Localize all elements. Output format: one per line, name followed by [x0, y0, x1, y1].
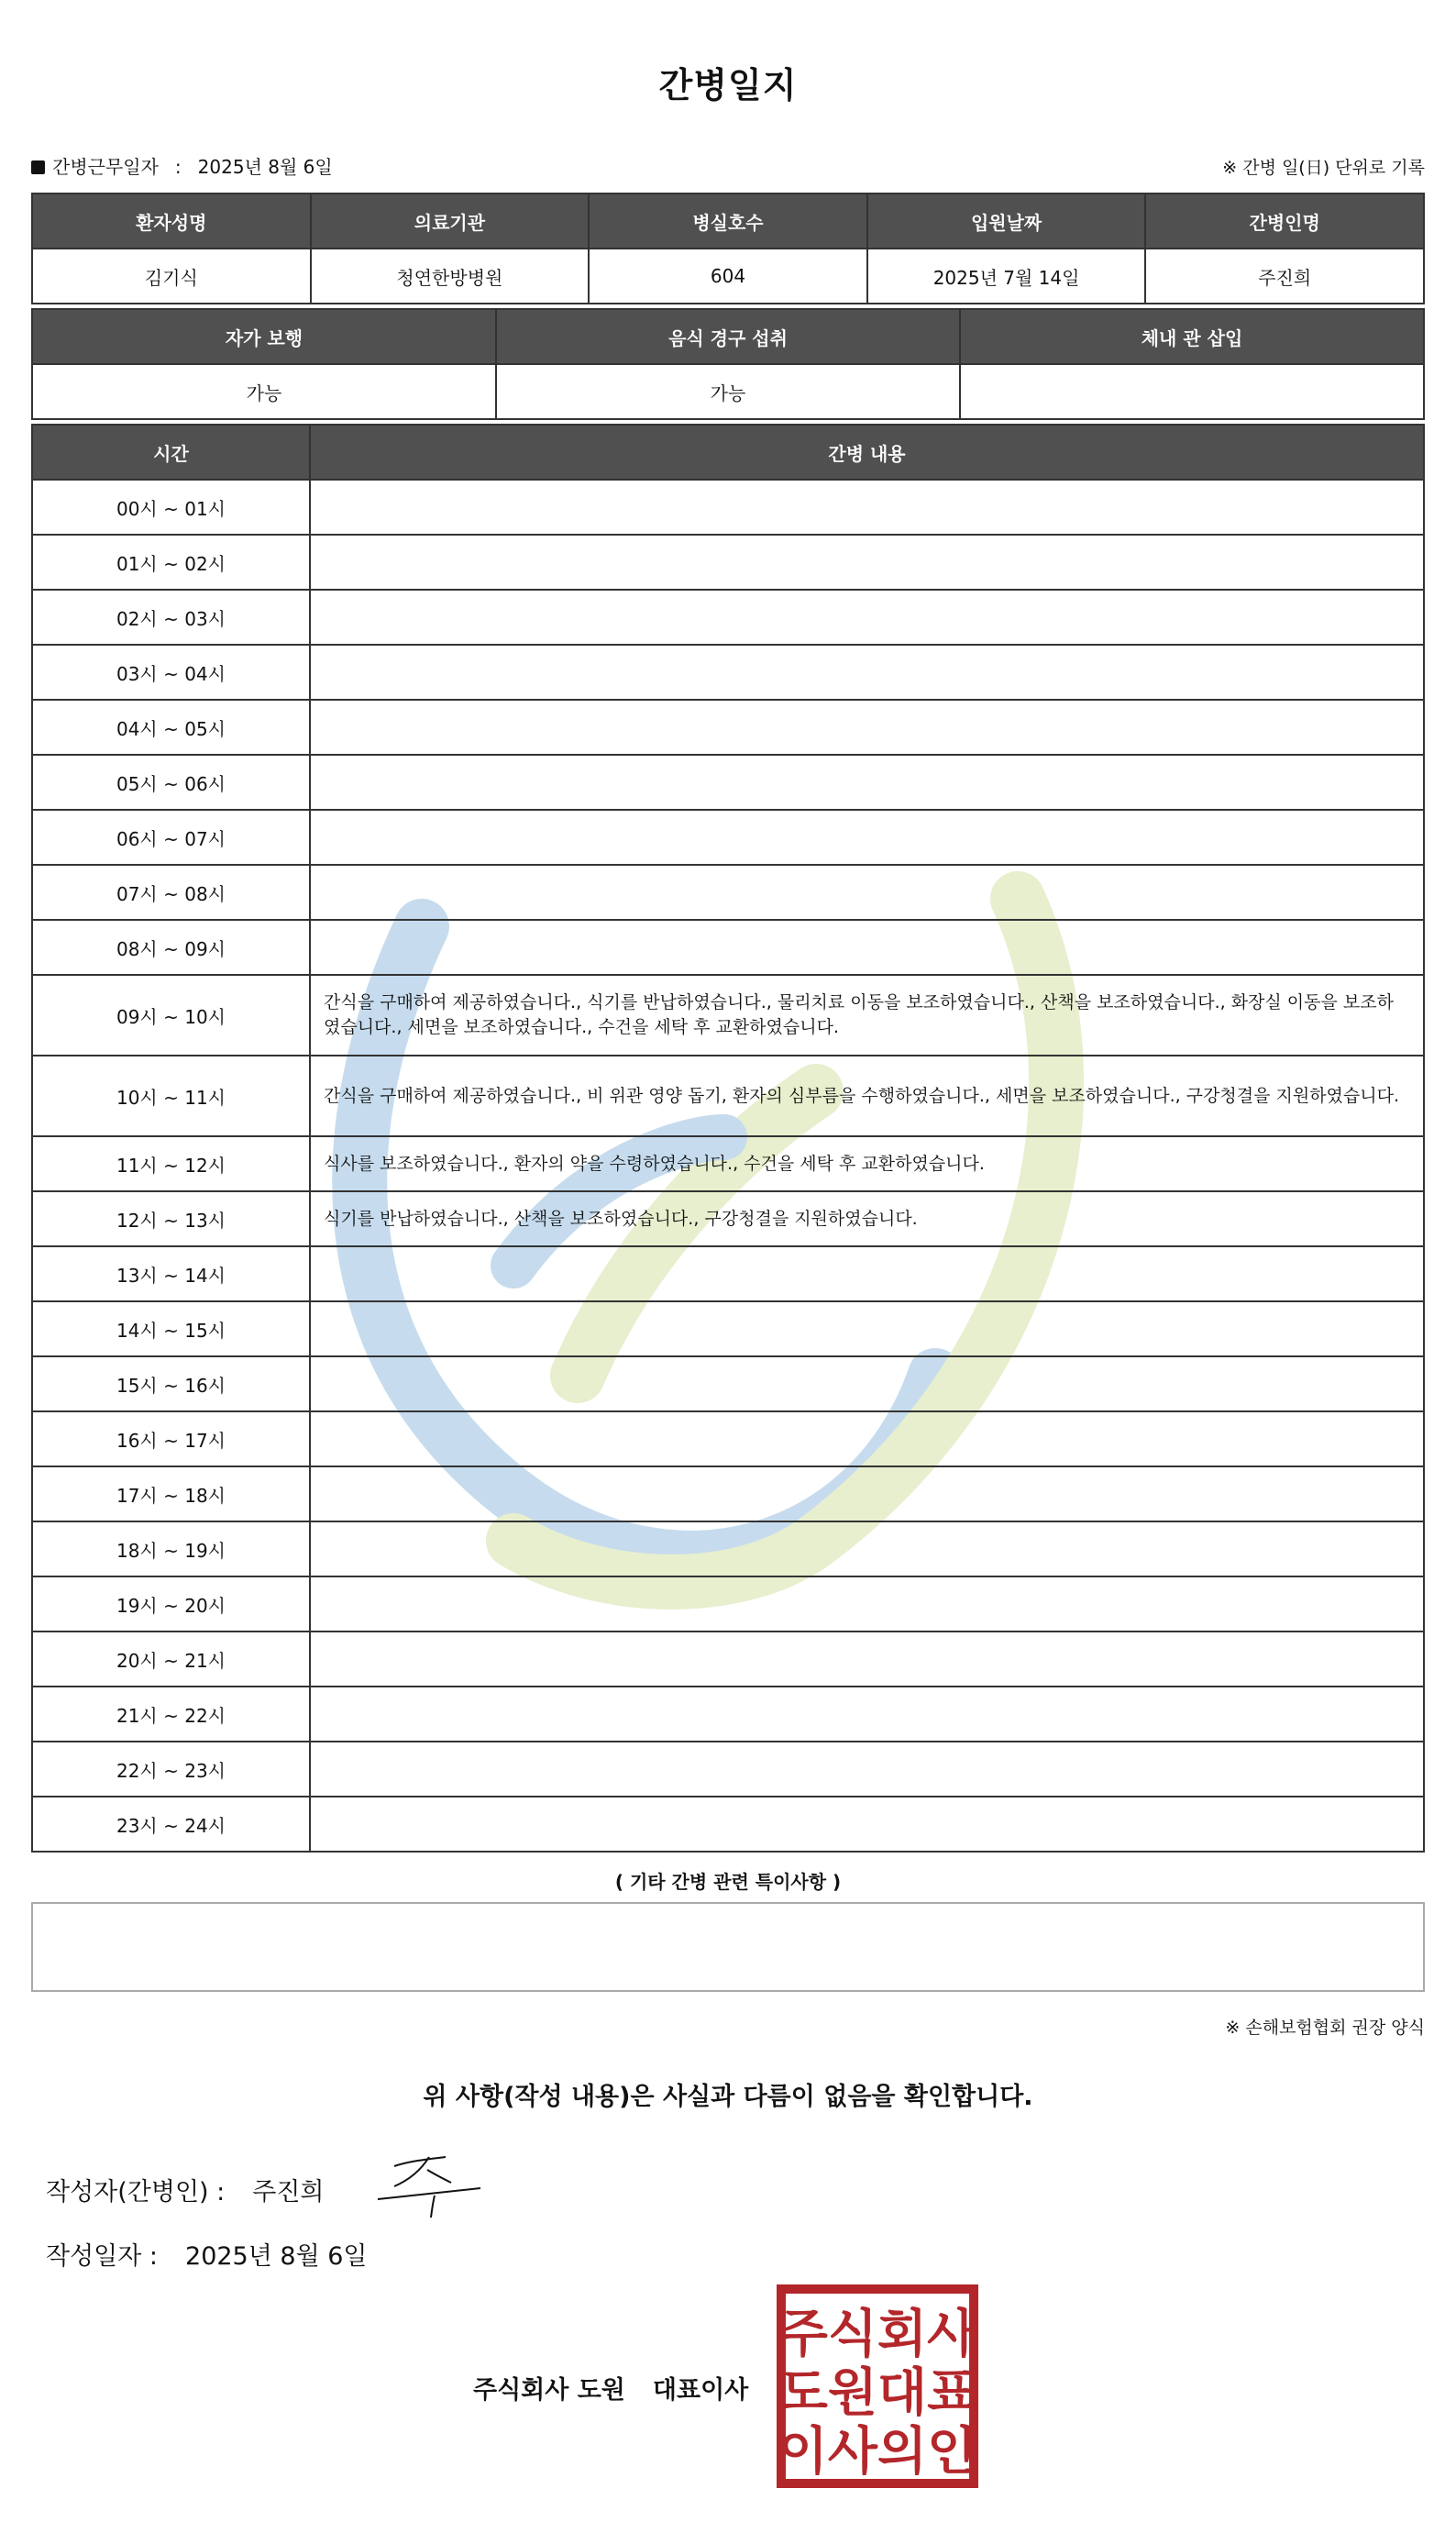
log-time: 19시 ~ 20시	[32, 1576, 310, 1632]
log-content	[310, 1411, 1424, 1466]
log-content	[310, 590, 1424, 645]
company-seal-stamp	[776, 2284, 979, 2489]
log-content: 간식을 구매하여 제공하였습니다., 식기를 반납하였습니다., 물리치료 이동을 보조하였습니다., 산책을 보조하였습니다., 화장실 이동을 보조하였습니다., 세면을 보조하였습니다., 수건을 세탁 후 교환하였습니다.	[310, 975, 1424, 1056]
log-content	[310, 1356, 1424, 1411]
log-row	[32, 1687, 1424, 1742]
log-row	[32, 810, 1424, 865]
log-row	[32, 480, 1424, 535]
status-value-row	[32, 364, 1424, 419]
log-content	[310, 1742, 1424, 1797]
writer-label: 작성자(간병인) :	[46, 2178, 226, 2207]
log-row	[32, 1466, 1424, 1521]
svg-text:주식회사: 주식회사	[778, 2305, 977, 2364]
log-time: 23시 ~ 24시	[32, 1797, 310, 1852]
log-content	[310, 1632, 1424, 1687]
log-time: 04시 ~ 05시	[32, 700, 310, 755]
log-content	[310, 1466, 1424, 1521]
log-row	[32, 1056, 1424, 1136]
patient-header-row	[32, 194, 1424, 249]
work-date-value: 2025년 8월 6일	[197, 156, 333, 178]
log-content	[310, 1301, 1424, 1356]
unit-note: ※ 간병 일(日) 단위로 기록	[1222, 158, 1425, 178]
log-row	[32, 1246, 1424, 1301]
log-time: 18시 ~ 19시	[32, 1521, 310, 1576]
log-row	[32, 1301, 1424, 1356]
log-row	[32, 700, 1424, 755]
log-content	[310, 1797, 1424, 1852]
header-admit-date: 입원날짜	[867, 194, 1146, 249]
log-content	[310, 865, 1424, 920]
writer-line	[46, 2172, 325, 2207]
log-time: 07시 ~ 08시	[32, 865, 310, 920]
log-row	[32, 1356, 1424, 1411]
header-room: 병실호수	[589, 194, 867, 249]
log-content	[310, 480, 1424, 535]
log-time: 06시 ~ 07시	[32, 810, 310, 865]
log-row	[32, 1797, 1424, 1852]
hospital-name: 청연한방병원	[311, 249, 590, 304]
header-caregiver: 간병인명	[1145, 194, 1424, 249]
log-time: 08시 ~ 09시	[32, 920, 310, 975]
log-row	[32, 645, 1424, 700]
header-care-content: 간병 내용	[310, 425, 1424, 480]
log-row	[32, 920, 1424, 975]
write-date-label: 작성일자 :	[46, 2242, 159, 2271]
log-body	[32, 480, 1424, 1852]
log-content	[310, 1687, 1424, 1742]
form-note: ※ 손해보험협회 권장 양식	[1225, 2018, 1425, 2038]
log-content	[310, 1521, 1424, 1576]
work-date-line	[31, 152, 333, 179]
confirmation-statement: 위 사항(작성 내용)은 사실과 다름이 없음을 확인합니다.	[423, 2083, 1033, 2111]
svg-text:도원대표: 도원대표	[778, 2363, 977, 2423]
log-time: 12시 ~ 13시	[32, 1191, 310, 1246]
log-time: 21시 ~ 22시	[32, 1687, 310, 1742]
log-row	[32, 1576, 1424, 1632]
log-time: 00시 ~ 01시	[32, 480, 310, 535]
log-row	[32, 1632, 1424, 1687]
log-row	[32, 1191, 1424, 1246]
log-content	[310, 700, 1424, 755]
status-table	[31, 308, 1425, 420]
log-content	[310, 535, 1424, 590]
log-time: 13시 ~ 14시	[32, 1246, 310, 1301]
meta-row	[31, 149, 1425, 182]
special-notes-label: ( 기타 간병 관련 특이사항 )	[614, 1871, 842, 1893]
log-row	[32, 865, 1424, 920]
log-time: 16시 ~ 17시	[32, 1411, 310, 1466]
patient-table	[31, 193, 1425, 304]
work-date-label: 간병근무일자	[52, 156, 159, 178]
write-date-line	[46, 2236, 368, 2272]
header-oral-intake: 음식 경구 섭취	[496, 309, 960, 364]
log-time: 14시 ~ 15시	[32, 1301, 310, 1356]
log-row	[32, 590, 1424, 645]
log-row	[32, 535, 1424, 590]
write-date-value: 2025년 8월 6일	[185, 2242, 368, 2271]
header-hospital: 의료기관	[311, 194, 590, 249]
log-content	[310, 1576, 1424, 1632]
log-content	[310, 755, 1424, 810]
patient-value-row	[32, 249, 1424, 304]
log-content: 간식을 구매하여 제공하였습니다., 비 위관 영양 돕기, 환자의 심부름을 수행하였습니다., 세면을 보조하였습니다., 구강청결을 지원하였습니다.	[310, 1056, 1424, 1136]
log-content	[310, 645, 1424, 700]
patient-name: 김기식	[32, 249, 311, 304]
header-time: 시간	[32, 425, 310, 480]
log-row	[32, 1136, 1424, 1191]
log-time: 03시 ~ 04시	[32, 645, 310, 700]
log-time: 09시 ~ 10시	[32, 975, 310, 1056]
special-notes-box	[31, 1902, 1425, 1992]
company-representative: 대표이사	[652, 2376, 749, 2405]
log-content: 식사를 보조하였습니다., 환자의 약을 수령하였습니다., 수건을 세탁 후 교환하였습니다.	[310, 1136, 1424, 1191]
room-number: 604	[589, 249, 867, 304]
log-content	[310, 1246, 1424, 1301]
company-name: 주식회사 도원	[473, 2376, 625, 2405]
company-line	[473, 2370, 748, 2406]
log-row	[32, 975, 1424, 1056]
caregiver-name: 주진희	[1145, 249, 1424, 304]
log-time: 10시 ~ 11시	[32, 1056, 310, 1136]
log-content: 식기를 반납하였습니다., 산책을 보조하였습니다., 구강청결을 지원하였습니다.	[310, 1191, 1424, 1246]
oral-intake-value: 가능	[496, 364, 960, 419]
log-time: 11시 ~ 12시	[32, 1136, 310, 1191]
log-content	[310, 920, 1424, 975]
header-walking: 자가 보행	[32, 309, 496, 364]
work-date-separator: :	[174, 156, 182, 178]
walking-value: 가능	[32, 364, 496, 419]
log-time: 02시 ~ 03시	[32, 590, 310, 645]
header-patient-name: 환자성명	[32, 194, 311, 249]
log-row	[32, 1411, 1424, 1466]
log-row	[32, 755, 1424, 810]
log-time: 22시 ~ 23시	[32, 1742, 310, 1797]
log-row	[32, 1521, 1424, 1576]
page-title: 간병일지	[658, 65, 798, 105]
log-header-row	[32, 425, 1424, 480]
log-time: 05시 ~ 06시	[32, 755, 310, 810]
svg-text:이사의인: 이사의인	[778, 2422, 977, 2482]
tube-value	[960, 364, 1424, 419]
signature-image	[374, 2150, 484, 2223]
log-time: 20시 ~ 21시	[32, 1632, 310, 1687]
care-log-table	[31, 424, 1425, 1853]
header-tube: 체내 관 삽입	[960, 309, 1424, 364]
log-time: 15시 ~ 16시	[32, 1356, 310, 1411]
log-row	[32, 1742, 1424, 1797]
status-header-row	[32, 309, 1424, 364]
log-content	[310, 810, 1424, 865]
admit-date: 2025년 7월 14일	[867, 249, 1146, 304]
log-time: 17시 ~ 18시	[32, 1466, 310, 1521]
log-time: 01시 ~ 02시	[32, 535, 310, 590]
writer-name: 주진희	[252, 2178, 325, 2207]
bullet-square-icon	[31, 160, 45, 174]
